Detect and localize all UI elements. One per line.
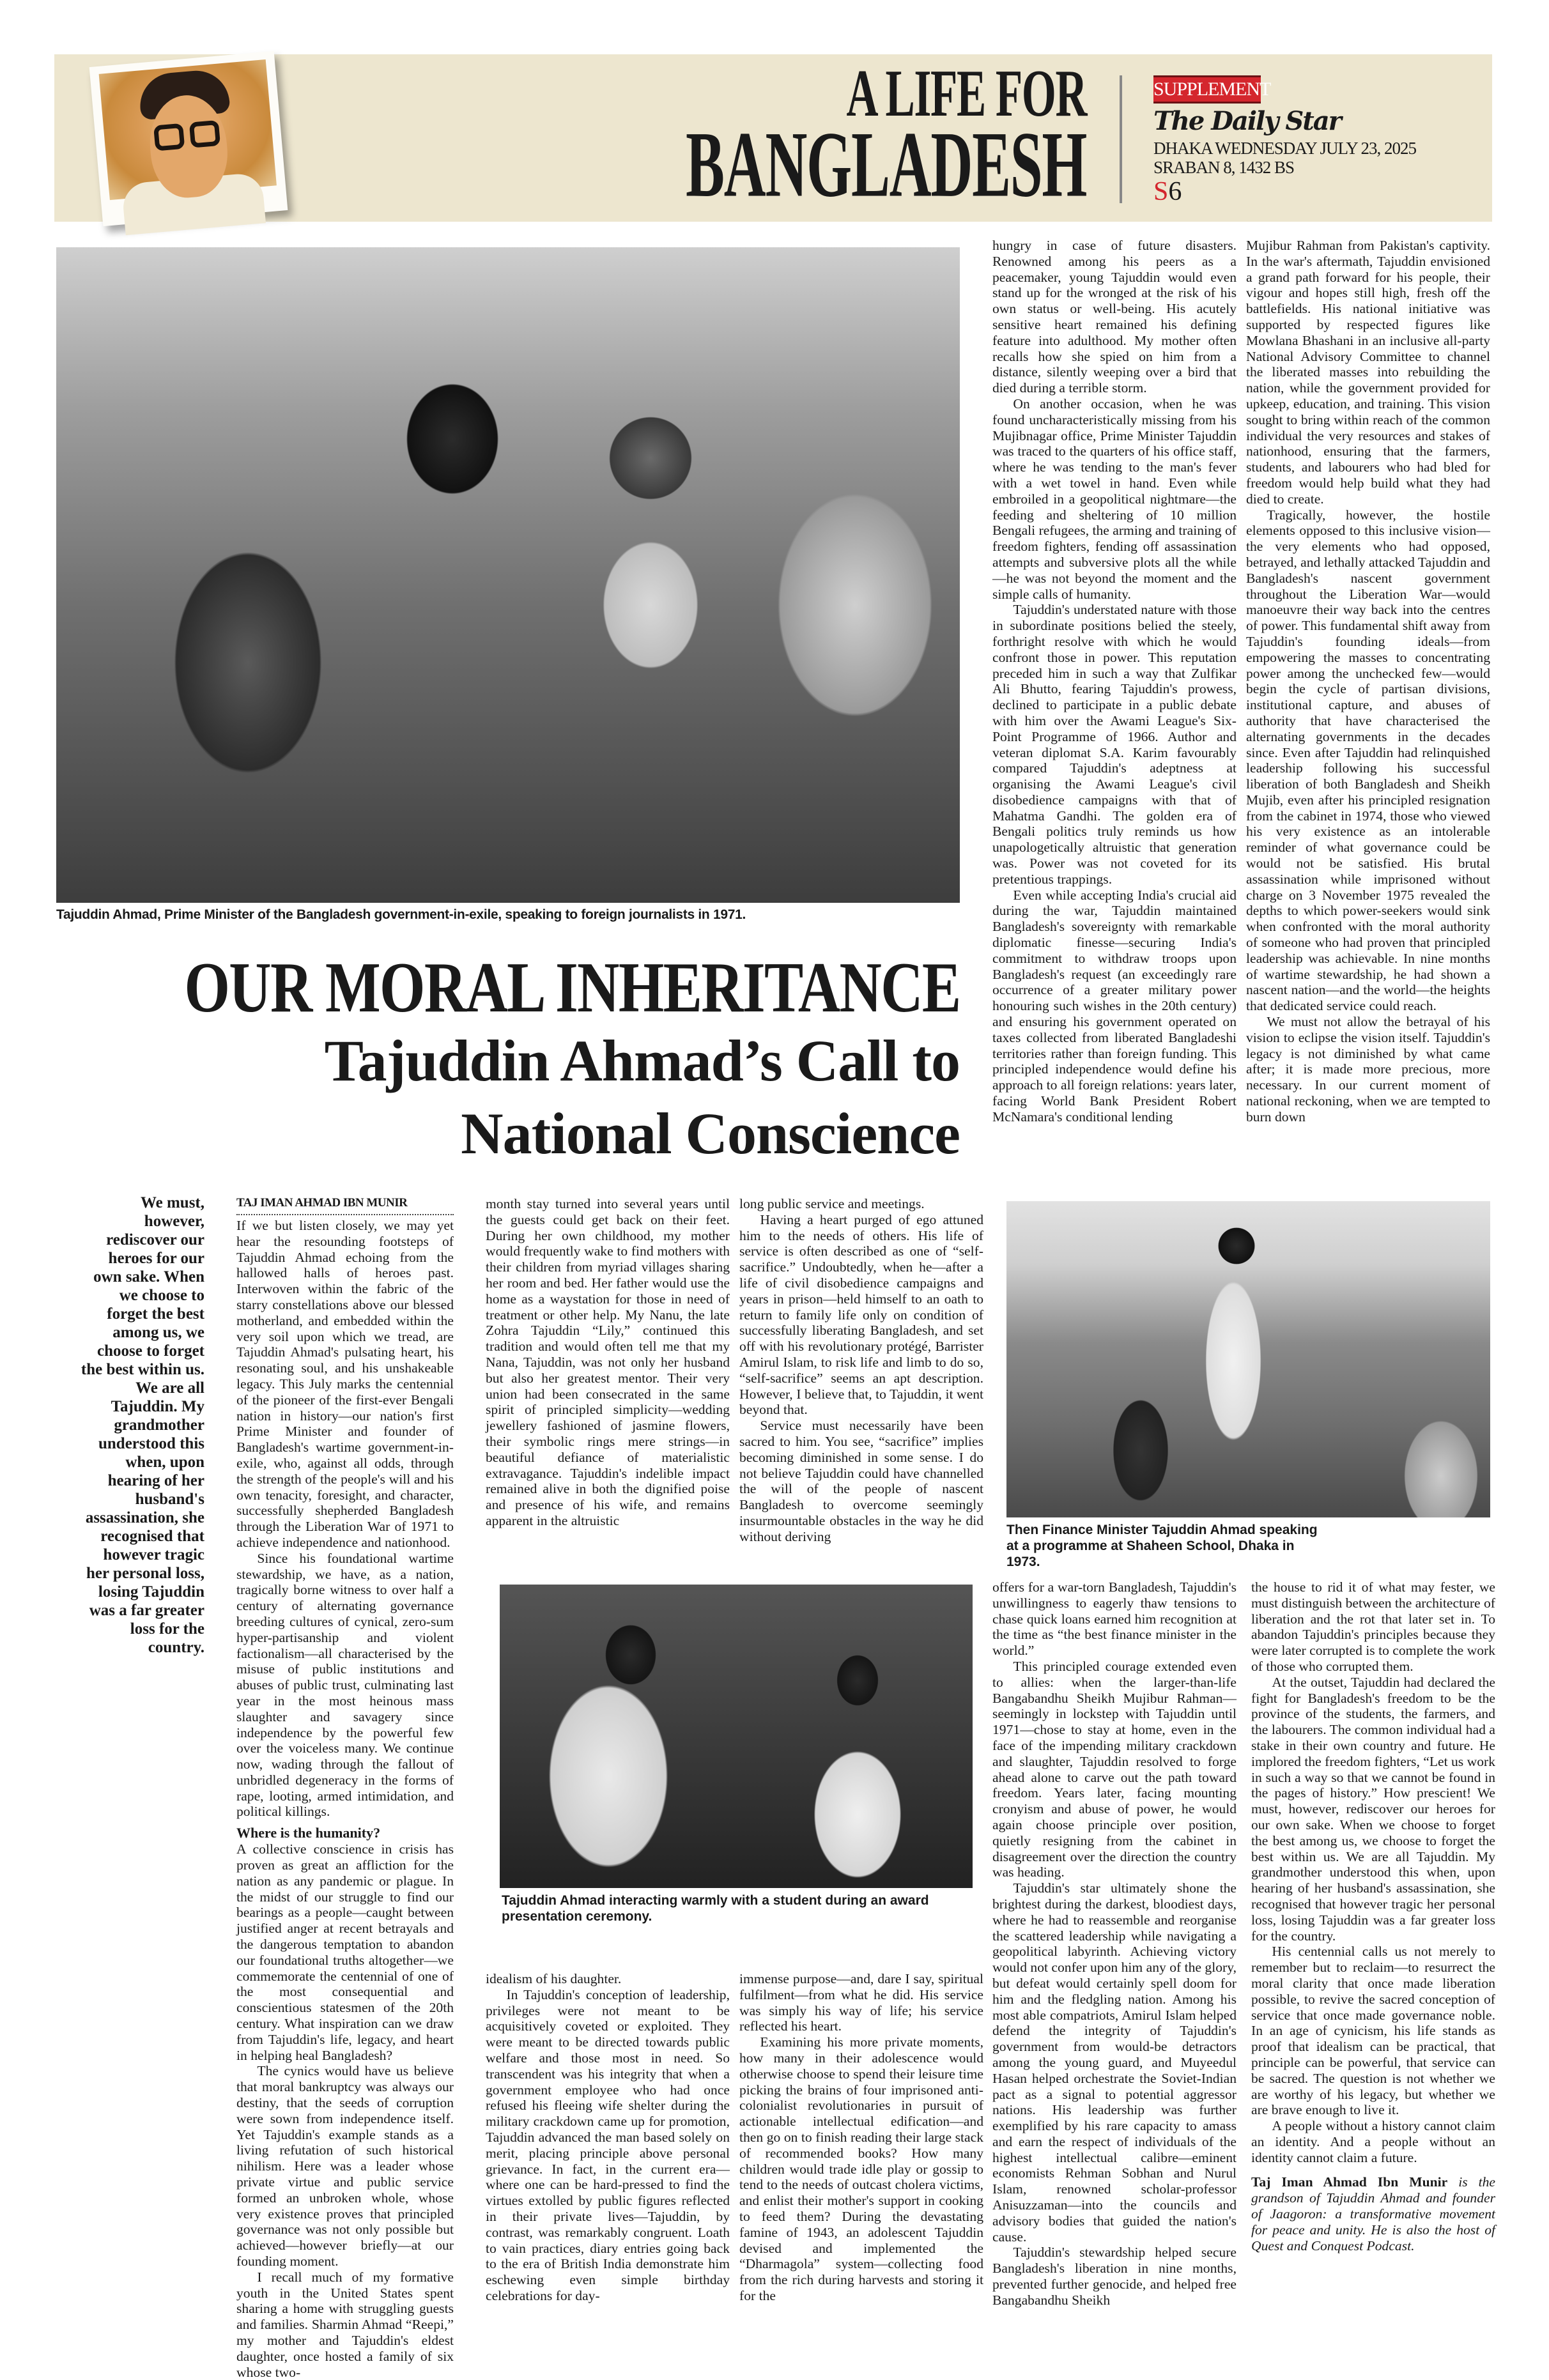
- article-paragraph: If we but listen closely, we may yet hear the resounding footsteps of Tajuddin Ahmad echoing from the hallowed halls of heroes past. Interwoven within the fabric of the starry constellations above our blessed motherland, and embedded within the very soil upon which we tread, are Tajuddin Ahmad's pulsating heart, his resonating soul, and his unshakeable legacy. This July marks the centennial of the pioneer of the first-ever Bengali nation in history—our nation's first Prime Minister and founder of Bangladesh's wartime government-in-exile, who, against all odds, through the strength of the people's will and his own tenacity, foresight, and character, successfully shepherded Bangladesh through the Liberation War of 1971 to achieve independence and nationhood.: [236, 1218, 454, 1550]
- article-column-1: [236, 1218, 454, 2380]
- article-paragraph: A people without a history cannot claim an identity. And a people without an identity cannot claim a future.: [1251, 2118, 1495, 2165]
- page-number-value: 6: [1168, 177, 1182, 206]
- article-subheadline-line1: Tajuddin Ahmad’s Call to: [324, 1028, 960, 1093]
- article-paragraph: We must not allow the betrayal of his vision to eclipse the vision itself. Tajuddin's legacy is not diminished by what came after; it is made more precious, more necessary. In our current moment of national reckoning, when we are tempted to burn down: [1246, 1014, 1490, 1125]
- article-paragraph: I recall much of my formative youth in the United States spent sharing a home with struggling guests and families. Sharmin Ahmad “Reepi,” my mother and Tajuddin's eldest daughter, once hosted a family of six whose two-: [236, 2269, 454, 2380]
- pull-quote: We must, however, rediscover our heroes for our own sake. When we choose to forget the best among us, we choose to forget the best within us. We are all Tajuddin. My grandmother understood this when, upon hearing of her husband's assassination, she recognised that however tragic her personal loss, losing Tajuddin was a far greater loss for the country.: [81, 1194, 204, 1656]
- masthead-divider: [1120, 75, 1122, 203]
- section-subhead: Where is the humanity?: [236, 1825, 381, 1841]
- article-paragraph: the house to rid it of what may fester, we must distinguish between the architecture of liberation and the rot that later set in. To abandon Tajuddin's principles because they were later corrupted is to complete the work of those who corrupted them.: [1251, 1579, 1495, 1674]
- student-photo-caption: Tajuddin Ahmad interacting warmly with a student during an award presentation ceremony.: [502, 1893, 929, 1924]
- bengali-date: SRABAN 8, 1432 BS: [1153, 158, 1295, 177]
- article-paragraph: Since his foundational wartime stewardship, we have, as a nation, tragically borne witness to over half a century of alternating governance breeding cultures of cynical, zero-sum hyper-partisanship and violent factionalism—all characterised by the misuse of public institutions and abuses of public trust, culminating last year in the most heinous mass slaughter and savagery since independence by the powerful few over the voiceless many. We continue now, wading through the fallout of unbridled degeneracy in the forms of rape, looting, armed intimidation, and political killings.: [236, 1550, 454, 1820]
- article-paragraph: The cynics would have us believe that moral bankruptcy was always our destiny, that the seeds of corruption were sown from independence itself. Yet Tajuddin's example stands as a living refutation of such historical nihilism. Here was a leader whose private virtue and public service formed an unbroken whole, whose very existence proves that principled governance was not only possible but achieved—however briefly—at our founding moment.: [236, 2063, 454, 2269]
- issue-date: DHAKA WEDNESDAY JULY 23, 2025: [1153, 139, 1417, 158]
- article-paragraph: Tajuddin's stewardship helped secure Bangladesh's liberation in nine months, prevented further genocide, and helped free Bangabandhu Sheikh: [992, 2245, 1237, 2308]
- student-award-photo: [500, 1585, 973, 1888]
- article-paragraph: offers for a war-torn Bangladesh, Tajuddin's unwillingness to eagerly thaw tensions to chase quick loans earned him recognition at the time as “the best finance minister in the world.”: [992, 1579, 1237, 1659]
- article-column-2-bottom: [486, 1971, 730, 2361]
- author-bio-text: is the grandson of Tajuddin Ahmad and founder of Jaagoron: a transformative movement for peace and unity. He is also the host of Quest and Conquest Podcast.: [1251, 2174, 1495, 2253]
- page-prefix: S: [1153, 177, 1169, 206]
- page-number: [1153, 178, 1182, 205]
- article-paragraph: Tajuddin's understated nature with those in subordinate positions belied the steely, forthright resolve with which he would confront those in power. This reputation preceded him in such a way that Zulfikar Ali Bhutto, fearing Tajuddin's prowess, declined to participate in a public debate with him over the Awami League's Six-Point Programme of 1966. Author and veteran diplomat S.A. Karim favourably compared Tajuddin's adeptness at organising the Awami League's civil disobedience campaigns with that of Mahatma Gandhi. The golden era of Bengali politics truly reminds us how unapologetically altruistic that generation was. Power was not coveted for its pretentious trappings.: [992, 602, 1237, 887]
- supplement-badge: SUPPLEMENT: [1153, 75, 1261, 104]
- portrait-image: [99, 59, 277, 200]
- article-paragraph: Service must necessarily have been sacred to him. You see, “sacrifice” implies becoming diminished in some sense. I do not believe Tajuddin could have channelled the will of the people of nascent Bangladesh to overcome seemingly insurmountable obstacles in the way he did without deriving: [739, 1418, 983, 1544]
- article-paragraph: Examining his more private moments, how many in their adolescence would otherwise choose to spend their leisure time picking the brains of four imprisoned anti-colonialist revolutionaries in pursuit of actionable intellectual edification—and then go on to finish reading their large stack of recommended books? How many children would trade idle play or gossip to tend to the needs of outcast cholera victims, and enlist their mother's support in cooking to feed them? During the devastating famine of 1943, an adolescent Tajuddin devised and implemented the “Dharmagola” system—collecting food from the rich during harvests and storing it for the: [739, 2034, 983, 2303]
- article-paragraph: In Tajuddin's conception of leadership, privileges were not meant to be acquisitively coveted or exploited. They were meant to be directed towards public welfare and those most in need. So transcendent was his integrity that when a government employee who had once refused his fleeing wife shelter during the military crackdown came up for promotion, Tajuddin advanced the man based solely on merit, placing principle above personal grievance. In fact, in the current era—where one can be hard-pressed to find the virtues extolled by public figures reflected in their private lives—Tajuddin, by contrast, was remarkably congruent. Loath to vain practices, diary entries going back to the era of British India demonstrate him eschewing even simple birthday celebrations for day-: [486, 1986, 730, 2303]
- byline: TAJ IMAN AHMAD IBN MUNIR: [236, 1196, 454, 1215]
- article-paragraph: This principled courage extended even to allies: when the larger-than-life Bangabandhu Sheikh Mujibur Rahman—seemingly in lockstep with Tajuddin until 1971—chose to stay at home, even in the face of the impending military crackdown and slaughter, Tajuddin resolved to forge ahead alone to carve out the path toward freedom. Years later, facing mounting cronyism and abuse of power, he would again choose principle over position, quietly resigning from the cabinet in disagreement over the direction the country was heading.: [992, 1658, 1237, 1880]
- article-headline: OUR MORAL INHERITANCE: [183, 948, 960, 1027]
- article-paragraph: Tragically, however, the hostile elements opposed to this inclusive vision—the very elements who had opposed, betrayed, and lethally attacked Tajuddin and Bangladesh's nascent government throughout the Liberation War—would manoeuvre their way back into the centres of power. This fundamental shift away from Tajuddin's founding ideals—from empowering the masses to concentrating power among the unchecked few—would begin the cycle of partisan divisions, institutional capture, and abuses of authority that have characterised the alternating governments in the decades since. Even after Tajuddin had relinquished leadership following his successful liberation of both Bangladesh and Sheikh Mujib, even after his principled resignation from the cabinet in 1974, those who viewed his very existence as an intolerable reminder of what governance could be would not be satisfied. His brutal assassination while imprisoned without charge on 3 November 1975 revealed the depths to which power-seekers would sink when confronted with the moral authority of someone who had proven that principled leadership was achievable. In nine months of wartime stewardship, he had shown a nascent nation—and the world—the heights that dedicated service could reach.: [1246, 507, 1490, 1014]
- article-paragraph: Having a heart purged of ego attuned him to the needs of others. His life of service is often described as one of “self-sacrifice.” Undoubtedly, when he—after a life of civil disobedience campaigns and years in prison—held himself to an oath to return to family life only on condition of successfully liberating Bangladesh, and set off with his revolutionary protégé, Barrister Amirul Islam, to risk life and limb to do so, “self-sacrifice” seems an apt description. However, I believe that, to Tajuddin, it went beyond that.: [739, 1211, 983, 1418]
- main-photo-journalists-1971: [56, 247, 960, 903]
- article-column-2-top: [486, 1196, 730, 1560]
- article-paragraph: immense purpose—and, dare I say, spiritual fulfilment—from what he did. His service was simply his way of life; his service reflected his heart.: [739, 1971, 983, 2034]
- article-paragraph: Even while accepting India's crucial aid during the war, Tajuddin maintained Bangladesh's sovereignty with remarkable diplomatic finesse—securing India's commitment to withdraw troops upon Bangladesh's request (an exceedingly rare occurrence of a greater military power honouring such wishes in the 20th century) and ensuring his government operated on taxes collected from liberated Bangladeshi territories rather than foreign funding. This principled independence would define his approach to all foreign relations: years later, facing World Bank President Robert McNamara's conditional lending: [992, 887, 1237, 1125]
- article-column-5-bottom: [1251, 1579, 1495, 2362]
- article-column-3-bottom: [739, 1971, 983, 2361]
- article-column-5-top: [1246, 238, 1490, 1191]
- article-paragraph: hungry in case of future disasters. Renowned among his peers as a peacemaker, young Tajuddin would even stand up for the wronged at the risk of his own status or well-being. His acutely sensitive heart remained his defining feature into adulthood. My mother often recalls how she spied on him from a distance, silently weeping over a bird that died during a terrible storm.: [992, 238, 1237, 396]
- school-photo-caption: Then Finance Minister Tajuddin Ahmad speaking at a programme at Shaheen School, Dhaka in 1973.: [1006, 1523, 1318, 1569]
- author-bio: [1251, 2174, 1495, 2253]
- article-paragraph: On another occasion, when he was found uncharacteristically missing from his Mujibnagar office, Prime Minister Tajuddin was traced to the quarters of his office staff, where he was tending to the man's fever with a wet towel in hand. Even while embroiled in a geopolitical nightmare—the feeding and sheltering of 10 million Bengali refugees, the arming and training of freedom fighters, fending off assassination attempts and subversive plots all the while—he was not beyond the moment and the simple calls of humanity.: [992, 395, 1237, 602]
- article-paragraph: His centennial calls us not merely to remember but to reclaim—to resurrect the moral clarity that once made liberation possible, to revive the sacred conception of service that once made governance noble. In an age of cynicism, his life stands as proof that idealism can be practical, that principle can be powerful, that service can be sacred. The question is not whether we are worthy of his legacy, but whether we are brave enough to live it.: [1251, 1944, 1495, 2118]
- article-paragraph: Tajuddin's star ultimately shone the brightest during the darkest, bloodiest days, where he had to reassemble and reorganise the scattered leadership while navigating a geopolitical labyrinth. Achieving victory would not confer upon him any of the glory, but defeat would certainly spell doom for him and the fledgling nation. Among his most able compatriots, Amirul Islam helped defend the integrity of Tajuddin's government from would-be detractors among the young guard, and Muyeedul Hasan helped orchestrate the Soviet-Indian pact as a signal to potential aggressor nations. His leadership was further exemplified by his rare capacity to amass and earn the respect of individuals of the highest intellectual calibre—eminent economists Rehman Sobhan and Nurul Islam, renowned scholar-professor Anisuzzaman—into the councils and advisory bodies that guided the nation's cause.: [992, 1880, 1237, 2245]
- article-paragraph: Mujibur Rahman from Pakistan's captivity. In the war's aftermath, Tajuddin envisioned a grand path forward for his people, their vigour and hopes still high, fresh off the battlefields. His national initiative was supported by respected figures like Mowlana Bhashani in an inclusive all-party National Advisory Committee to channel the liberated masses into rebuilding the nation, while the government provided for upkeep, education, and training. This vision sought to bring within reach of the common individual the very resources and stakes of nationhood, ensuring that the farmers, students, and labourers who had bled for freedom would help build what they had died to create.: [1246, 238, 1490, 507]
- section-title-line2: BANGLADESH: [685, 112, 1086, 217]
- author-bio-name: Taj Iman Ahmad Ibn Munir: [1251, 2174, 1448, 2190]
- article-paragraph: A collective conscience in crisis has proven as great an affliction for the nation as any pandemic or plague. In the midst of our struggle to find our bearings as a people—caught between justified anger at recent betrayals and the dangerous temptation to abandon our foundational truths altogether—we commemorate the centennial of one of the most consequential and conscientious statesmen of the 20th century. What inspiration can we draw from Tajuddin's life, legacy, and heart in helping heal Bangladesh?: [236, 1841, 454, 2063]
- article-column-4-bottom: [992, 1579, 1237, 2362]
- article-paragraph: long public service and meetings.: [739, 1196, 925, 1211]
- main-photo-caption: Tajuddin Ahmad, Prime Minister of the Bangladesh government-in-exile, speaking to foreign journalists in 1971.: [56, 907, 746, 922]
- portrait-illustration: [89, 51, 288, 226]
- newspaper-logo: The Daily Star: [1153, 106, 1341, 136]
- section-title-line1: A LIFE FOR: [846, 56, 1086, 130]
- shaheen-school-photo: [1006, 1201, 1490, 1517]
- article-paragraph: idealism of his daughter.: [486, 1971, 622, 1986]
- article-paragraph: month stay turned into several years until the guests could get back on their feet. During her own childhood, my mother would frequently wake to find mothers with their children from myriad villages sharing her room and bed. Her father would use the home as a waystation for those in need of treatment or other help. My Nanu, the late Zohra Tajuddin “Lily,” continued this tradition and would often tell me that my Nana, Tajuddin, was not only her husband but also her greatest mentor. Their very union had been consecrated in the same spirit of principled simplicity—wedding jewellery fashioned of jasmine flowers, their symbolic rings mere strings—in beautiful defiance of materialistic extravagance. Tajuddin's indelible impact remained alive in both the dignified poise and presence of his wife, and remains apparent in the altruistic: [486, 1196, 730, 1528]
- article-subheadline-line2: National Conscience: [461, 1101, 960, 1166]
- article-paragraph: At the outset, Tajuddin had declared the fight for Bangladesh's freedom to be the province of the students, the farmers, and the labourers. The common individual had a stake in their own country and future. He implored the freedom fighters, “Let us work in such a way so that we cannot be found in the pages of history.” How prescient! We must, however, rediscover our heroes for our own sake. When we choose to forget the best among us, we choose to forget the best within us. We are all Tajuddin. My grandmother understood this when, upon hearing of her husband's assassination, she recognised that however tragic her personal loss, losing Tajuddin was a far greater loss for the country.: [1251, 1674, 1495, 1944]
- article-column-4-top: [992, 238, 1237, 1191]
- article-column-3-top: [739, 1196, 983, 1560]
